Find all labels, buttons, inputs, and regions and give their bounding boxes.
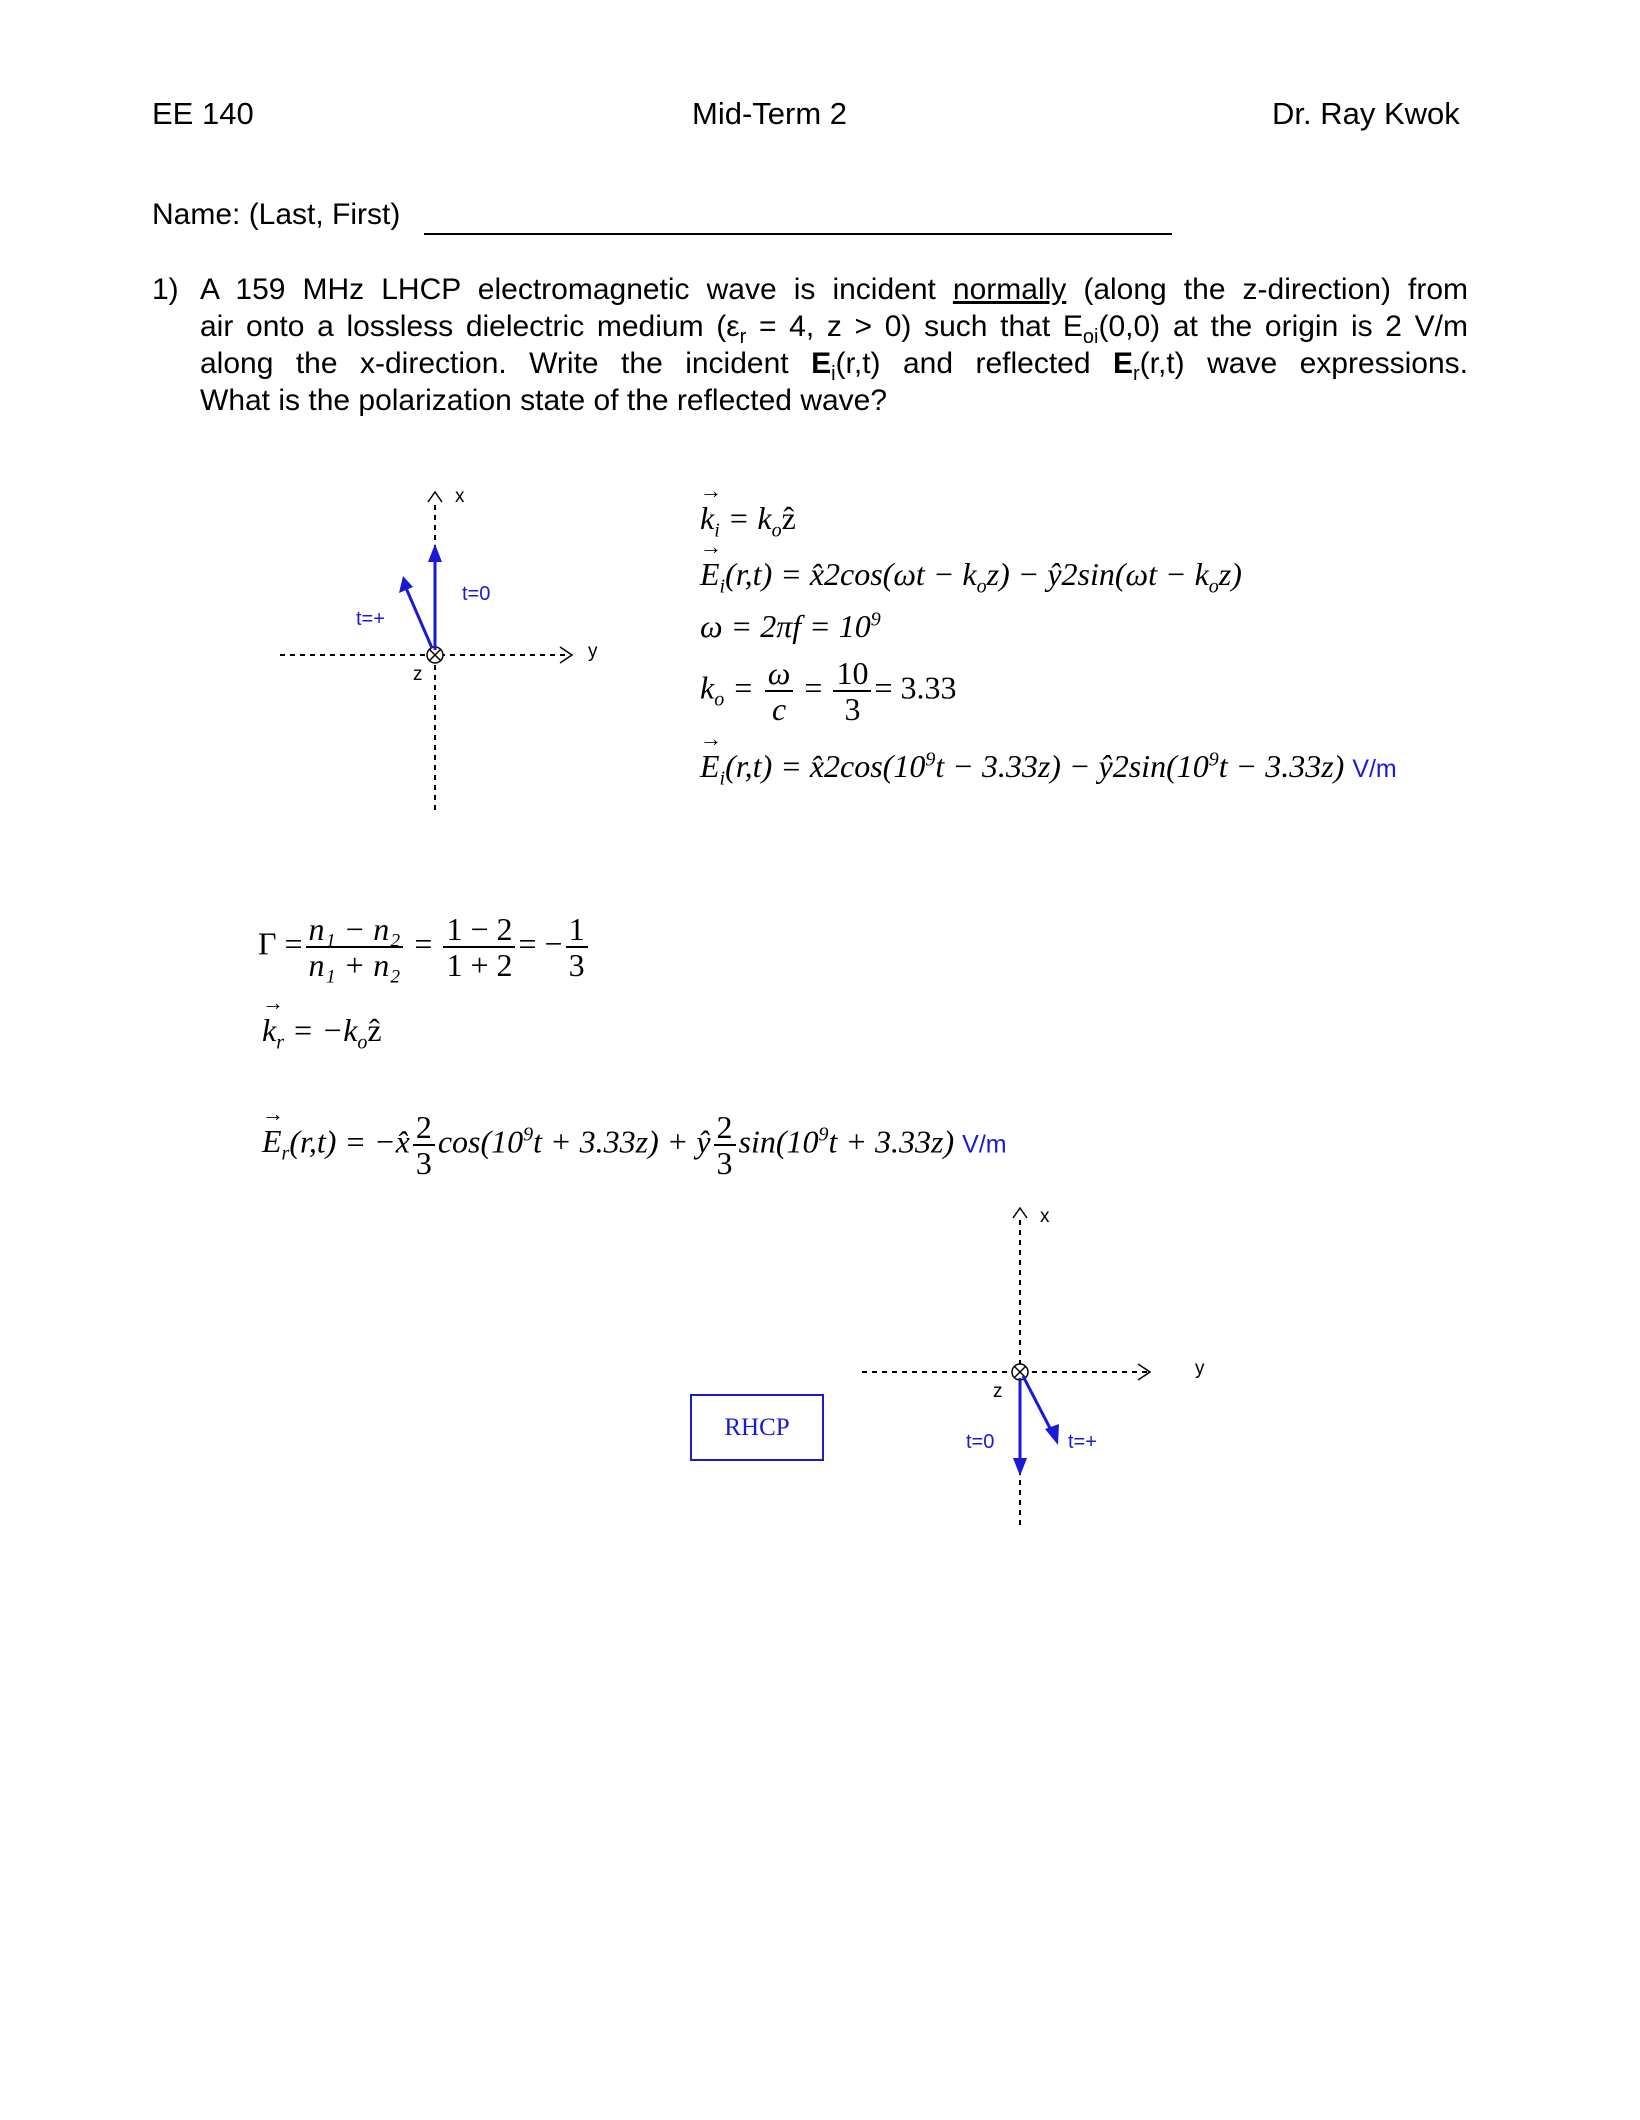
axis-y-label: y: [588, 641, 598, 662]
eq-kr: → $k_r$ = $-k_oẑ$: [262, 1012, 382, 1054]
problem-line-4: What is the polarization state of the reflected wave?: [200, 384, 888, 417]
eq-er: → $E_r(r,t)$ = −x̂ $\frac{2}{3}$ $\cos(10^9t + 3.33z)$ + ŷ $\frac{2}{3}$ $\sin(10^9t + 3.33z)$ V/m: [262, 1110, 1007, 1180]
problem-number: 1): [152, 273, 179, 306]
problem-line-3: along the x-direction. Write the incident $E_i(r,t)$ and reflected $E_r(r,t)$ wave expressions.: [200, 347, 1468, 385]
eq-gamma: Γ = $\frac{\text{n₁ − n₂}}{\text{n₁ + n₂}}$ = $\frac{1 - 2}{1 + 2}$ = − $\frac{1}{3}$: [258, 912, 591, 982]
incident-polarization-diagram: [270, 480, 650, 820]
axis-x-label: x: [455, 486, 465, 507]
answer-box: RHCP: [690, 1394, 824, 1461]
eq-ei-final: → $E_i(r,t)$ = $x̂2\cos(10^9t - 3.33z)$ − $ŷ2\sin(10^9t - 3.33z)$ V/m: [700, 748, 1397, 790]
reflected-polarization-diagram: [850, 1200, 1210, 1540]
problem-line-2: air onto a lossless dielectric medium ($\varepsilon_r = 4$, z > 0) such that $E_{oi}(0,0)$ at the origin is 2 V/m: [200, 310, 1468, 348]
axis-z-label: z: [413, 664, 423, 685]
label-t0: t=0: [966, 1431, 995, 1453]
eq-ko: $k_o$ = $\frac{\omega}{c}$ = $\frac{10}{3}$ = 3.33: [700, 655, 957, 727]
axis-y-label: y: [1195, 1358, 1205, 1379]
axis-z-label: z: [993, 1381, 1003, 1402]
exam-title: Mid-Term 2: [692, 96, 848, 131]
unit-label: V/m: [1352, 755, 1397, 783]
unit-label-2: V/m: [962, 1130, 1007, 1159]
eq-omega: $\omega = 2\pi f = 10^9$: [700, 608, 881, 644]
eq-ei: → $E_i(r,t)$ = x̂2cos(ωt − $k_oz$) − ŷ2sin(ωt − $k_oz$): [700, 556, 1242, 598]
name-label: Name: (Last, First): [152, 198, 401, 231]
name-field[interactable]: [424, 233, 1172, 235]
label-tplus: t=+: [356, 608, 385, 630]
problem-line-1: A 159 MHz LHCP electromagnetic wave is incident normally (along the z-direction) from: [200, 273, 1468, 306]
label-tplus: t=+: [1068, 1431, 1097, 1453]
axis-x-label: x: [1040, 1206, 1050, 1227]
instructor-name: Dr. Ray Kwok: [1272, 96, 1460, 131]
label-t0: t=0: [462, 583, 491, 605]
course-code: EE 140: [152, 96, 254, 131]
eq-ki: → $k_i$ = $k_oẑ$: [700, 500, 796, 542]
